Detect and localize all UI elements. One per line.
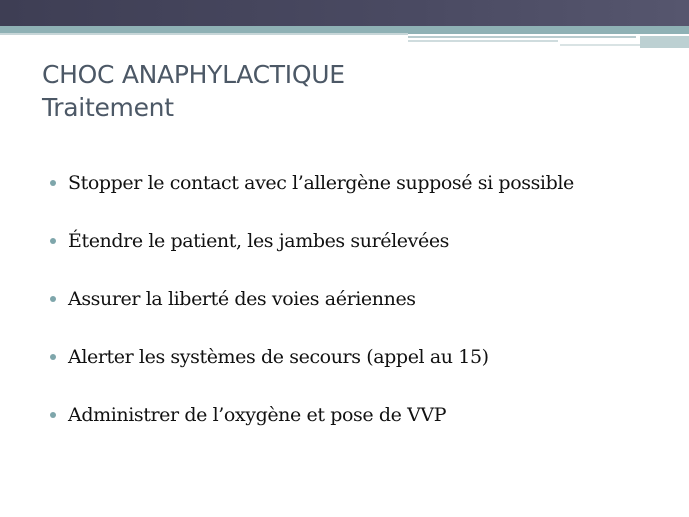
- bullet-text: Administrer de l’oxygène et pose de VVP: [68, 404, 447, 426]
- header-rule: [408, 40, 558, 42]
- bullet-text: Alerter les systèmes de secours (appel au 15): [68, 346, 489, 368]
- bullet-item: [48, 398, 574, 456]
- bullet-text: Assurer la liberté des voies aériennes: [68, 288, 416, 310]
- slide-title-main: CHOC ANAPHYLACTIQUE: [42, 60, 345, 89]
- bullet-dot-icon: [50, 296, 56, 302]
- bullet-dot-icon: [50, 238, 56, 244]
- bullet-list: [48, 166, 574, 456]
- bullet-item: [48, 166, 574, 224]
- slide-title: [42, 58, 345, 124]
- bullet-item: [48, 224, 574, 282]
- header-corner-block: [640, 36, 689, 48]
- bullet-item: [48, 340, 574, 398]
- bullet-dot-icon: [50, 180, 56, 186]
- header-rule: [408, 36, 636, 38]
- bullet-dot-icon: [50, 354, 56, 360]
- bullet-dot-icon: [50, 412, 56, 418]
- slide-subtitle: Traitement: [42, 93, 174, 122]
- bullet-text: Étendre le patient, les jambes surélevées: [68, 230, 450, 252]
- bullet-item: [48, 282, 574, 340]
- bullet-text: Stopper le contact avec l’allergène supposé si possible: [68, 172, 574, 194]
- header-teal-line: [0, 33, 408, 35]
